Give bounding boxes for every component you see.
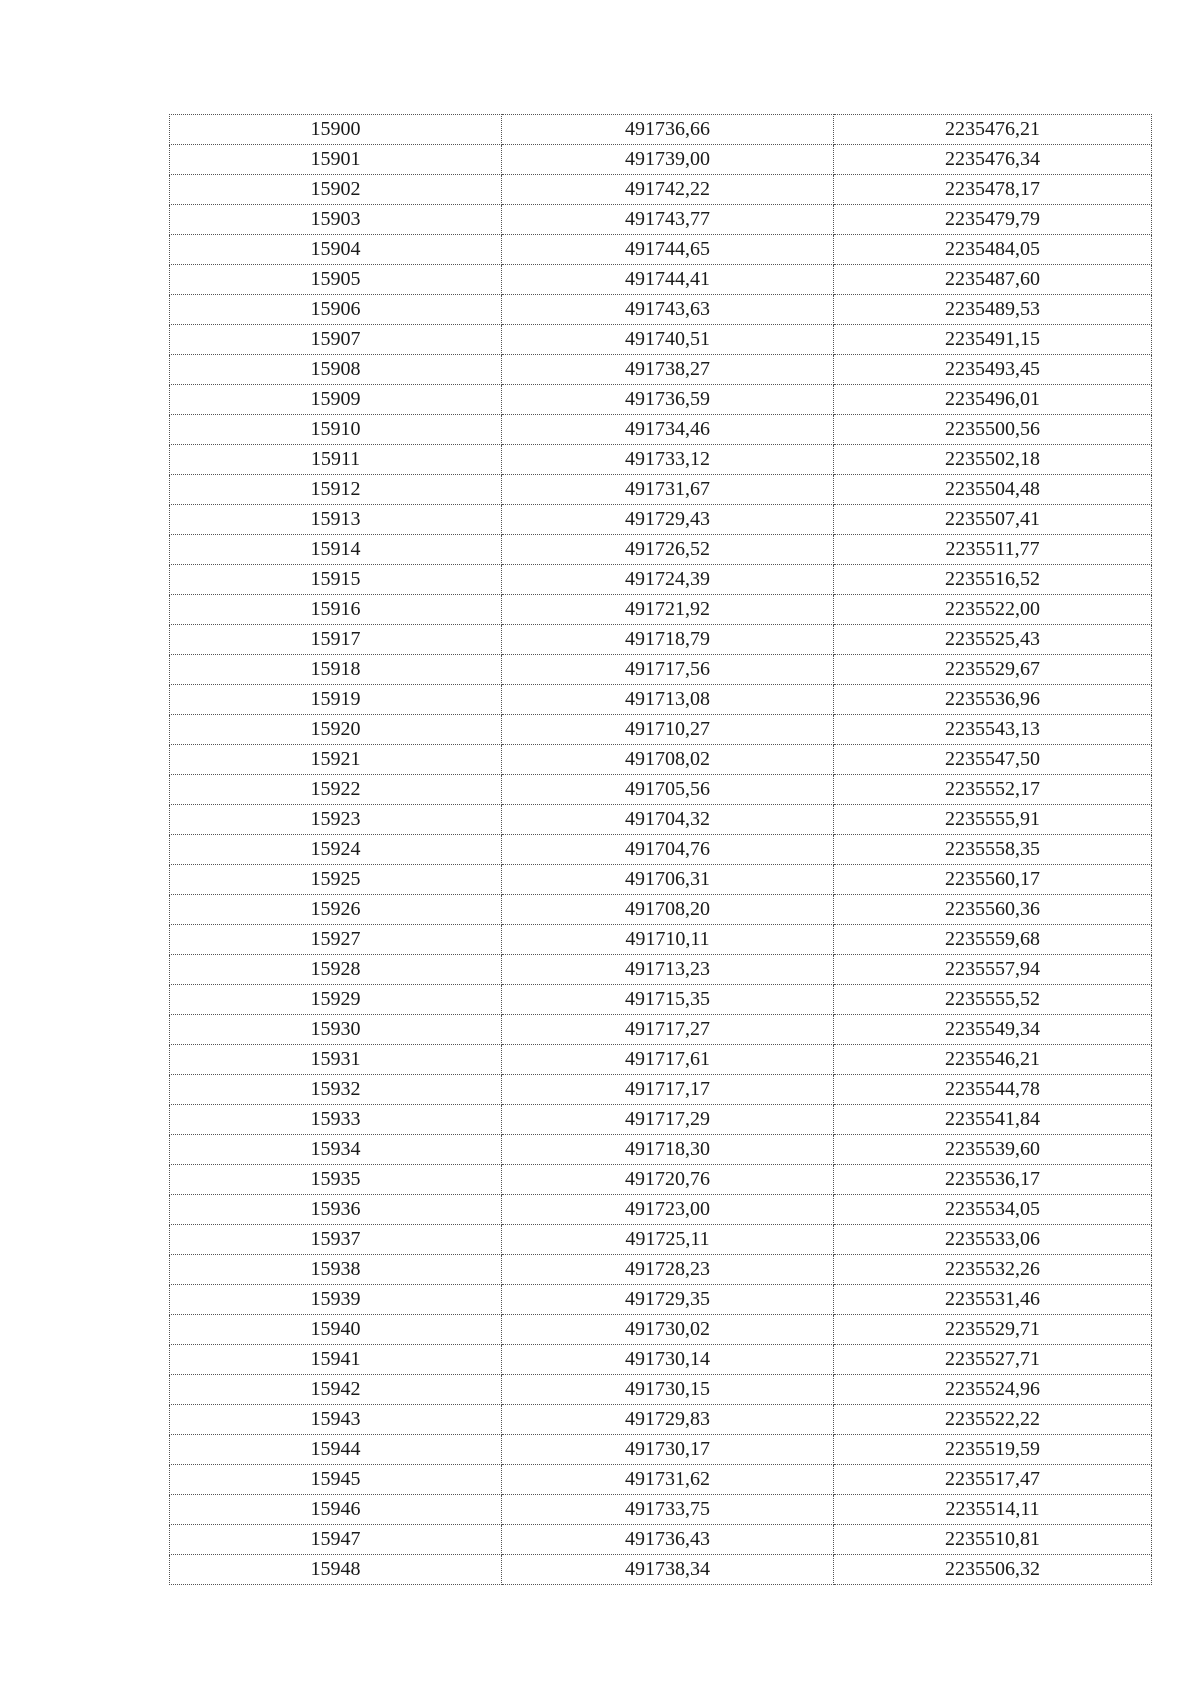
point-number-cell: 15902 [170,175,502,205]
point-number-cell: 15913 [170,505,502,535]
y-coordinate-cell: 2235536,96 [834,685,1152,715]
x-coordinate-cell: 491717,17 [502,1075,834,1105]
y-coordinate-cell: 2235489,53 [834,295,1152,325]
table-row [170,565,1152,595]
y-coordinate-cell: 2235478,17 [834,175,1152,205]
table-row [170,1045,1152,1075]
x-coordinate-cell: 491723,00 [502,1195,834,1225]
point-number-cell: 15933 [170,1105,502,1135]
table-row [170,535,1152,565]
y-coordinate-cell: 2235544,78 [834,1075,1152,1105]
table-row [170,1195,1152,1225]
y-coordinate-cell: 2235557,94 [834,955,1152,985]
y-coordinate-cell: 2235534,05 [834,1195,1152,1225]
table-row [170,655,1152,685]
table-row [170,1405,1152,1435]
y-coordinate-cell: 2235547,50 [834,745,1152,775]
point-number-cell: 15945 [170,1465,502,1495]
y-coordinate-cell: 2235507,41 [834,505,1152,535]
point-number-cell: 15909 [170,385,502,415]
point-number-cell: 15927 [170,925,502,955]
table-row [170,355,1152,385]
x-coordinate-cell: 491706,31 [502,865,834,895]
point-number-cell: 15940 [170,1315,502,1345]
x-coordinate-cell: 491734,46 [502,415,834,445]
y-coordinate-cell: 2235524,96 [834,1375,1152,1405]
point-number-cell: 15929 [170,985,502,1015]
x-coordinate-cell: 491740,51 [502,325,834,355]
y-coordinate-cell: 2235527,71 [834,1345,1152,1375]
table-row [170,505,1152,535]
y-coordinate-cell: 2235510,81 [834,1525,1152,1555]
x-coordinate-cell: 491705,56 [502,775,834,805]
table-row [170,985,1152,1015]
y-coordinate-cell: 2235506,32 [834,1555,1152,1585]
x-coordinate-cell: 491730,02 [502,1315,834,1345]
table-row [170,865,1152,895]
coordinates-table-body [170,115,1152,1585]
table-row [170,445,1152,475]
point-number-cell: 15923 [170,805,502,835]
table-row [170,955,1152,985]
x-coordinate-cell: 491738,34 [502,1555,834,1585]
y-coordinate-cell: 2235476,34 [834,145,1152,175]
point-number-cell: 15939 [170,1285,502,1315]
point-number-cell: 15910 [170,415,502,445]
y-coordinate-cell: 2235552,17 [834,775,1152,805]
y-coordinate-cell: 2235549,34 [834,1015,1152,1045]
x-coordinate-cell: 491718,79 [502,625,834,655]
y-coordinate-cell: 2235536,17 [834,1165,1152,1195]
x-coordinate-cell: 491717,27 [502,1015,834,1045]
point-number-cell: 15911 [170,445,502,475]
table-row [170,205,1152,235]
x-coordinate-cell: 491721,92 [502,595,834,625]
table-row [170,1075,1152,1105]
y-coordinate-cell: 2235516,52 [834,565,1152,595]
y-coordinate-cell: 2235543,13 [834,715,1152,745]
x-coordinate-cell: 491726,52 [502,535,834,565]
point-number-cell: 15922 [170,775,502,805]
y-coordinate-cell: 2235487,60 [834,265,1152,295]
table-row [170,1165,1152,1195]
y-coordinate-cell: 2235491,15 [834,325,1152,355]
point-number-cell: 15912 [170,475,502,505]
y-coordinate-cell: 2235502,18 [834,445,1152,475]
y-coordinate-cell: 2235529,67 [834,655,1152,685]
y-coordinate-cell: 2235531,46 [834,1285,1152,1315]
x-coordinate-cell: 491739,00 [502,145,834,175]
y-coordinate-cell: 2235555,91 [834,805,1152,835]
x-coordinate-cell: 491731,67 [502,475,834,505]
x-coordinate-cell: 491713,08 [502,685,834,715]
y-coordinate-cell: 2235555,52 [834,985,1152,1015]
point-number-cell: 15900 [170,115,502,145]
x-coordinate-cell: 491729,43 [502,505,834,535]
point-number-cell: 15942 [170,1375,502,1405]
x-coordinate-cell: 491736,59 [502,385,834,415]
point-number-cell: 15924 [170,835,502,865]
x-coordinate-cell: 491717,56 [502,655,834,685]
point-number-cell: 15905 [170,265,502,295]
x-coordinate-cell: 491715,35 [502,985,834,1015]
point-number-cell: 15943 [170,1405,502,1435]
table-row [170,835,1152,865]
y-coordinate-cell: 2235546,21 [834,1045,1152,1075]
x-coordinate-cell: 491743,63 [502,295,834,325]
y-coordinate-cell: 2235511,77 [834,535,1152,565]
table-row [170,145,1152,175]
y-coordinate-cell: 2235522,00 [834,595,1152,625]
x-coordinate-cell: 491744,65 [502,235,834,265]
x-coordinate-cell: 491729,35 [502,1285,834,1315]
point-number-cell: 15930 [170,1015,502,1045]
table-row [170,1225,1152,1255]
x-coordinate-cell: 491733,75 [502,1495,834,1525]
table-row [170,1465,1152,1495]
table-row [170,325,1152,355]
point-number-cell: 15903 [170,205,502,235]
table-row [170,175,1152,205]
y-coordinate-cell: 2235559,68 [834,925,1152,955]
y-coordinate-cell: 2235476,21 [834,115,1152,145]
point-number-cell: 15941 [170,1345,502,1375]
y-coordinate-cell: 2235558,35 [834,835,1152,865]
y-coordinate-cell: 2235532,26 [834,1255,1152,1285]
point-number-cell: 15936 [170,1195,502,1225]
point-number-cell: 15917 [170,625,502,655]
point-number-cell: 15920 [170,715,502,745]
point-number-cell: 15926 [170,895,502,925]
table-row [170,1435,1152,1465]
x-coordinate-cell: 491717,29 [502,1105,834,1135]
y-coordinate-cell: 2235479,79 [834,205,1152,235]
x-coordinate-cell: 491733,12 [502,445,834,475]
table-row [170,475,1152,505]
y-coordinate-cell: 2235500,56 [834,415,1152,445]
table-row [170,1375,1152,1405]
x-coordinate-cell: 491729,83 [502,1405,834,1435]
y-coordinate-cell: 2235522,22 [834,1405,1152,1435]
point-number-cell: 15944 [170,1435,502,1465]
point-number-cell: 15916 [170,595,502,625]
point-number-cell: 15935 [170,1165,502,1195]
y-coordinate-cell: 2235560,36 [834,895,1152,925]
table-row [170,265,1152,295]
point-number-cell: 15904 [170,235,502,265]
point-number-cell: 15901 [170,145,502,175]
point-number-cell: 15931 [170,1045,502,1075]
point-number-cell: 15908 [170,355,502,385]
table-row [170,1315,1152,1345]
x-coordinate-cell: 491738,27 [502,355,834,385]
x-coordinate-cell: 491736,66 [502,115,834,145]
table-row [170,385,1152,415]
y-coordinate-cell: 2235504,48 [834,475,1152,505]
point-number-cell: 15934 [170,1135,502,1165]
y-coordinate-cell: 2235493,45 [834,355,1152,385]
table-row [170,235,1152,265]
table-row [170,775,1152,805]
x-coordinate-cell: 491730,17 [502,1435,834,1465]
y-coordinate-cell: 2235519,59 [834,1435,1152,1465]
x-coordinate-cell: 491730,14 [502,1345,834,1375]
coordinates-table [169,114,1152,1585]
x-coordinate-cell: 491730,15 [502,1375,834,1405]
x-coordinate-cell: 491736,43 [502,1525,834,1555]
table-row [170,295,1152,325]
x-coordinate-cell: 491742,22 [502,175,834,205]
x-coordinate-cell: 491710,27 [502,715,834,745]
x-coordinate-cell: 491744,41 [502,265,834,295]
table-row [170,595,1152,625]
x-coordinate-cell: 491725,11 [502,1225,834,1255]
point-number-cell: 15921 [170,745,502,775]
y-coordinate-cell: 2235496,01 [834,385,1152,415]
y-coordinate-cell: 2235484,05 [834,235,1152,265]
point-number-cell: 15914 [170,535,502,565]
x-coordinate-cell: 491743,77 [502,205,834,235]
table-row [170,685,1152,715]
point-number-cell: 15919 [170,685,502,715]
table-row [170,1345,1152,1375]
table-row [170,1105,1152,1135]
point-number-cell: 15915 [170,565,502,595]
y-coordinate-cell: 2235560,17 [834,865,1152,895]
table-row [170,745,1152,775]
y-coordinate-cell: 2235533,06 [834,1225,1152,1255]
point-number-cell: 15928 [170,955,502,985]
point-number-cell: 15948 [170,1555,502,1585]
y-coordinate-cell: 2235529,71 [834,1315,1152,1345]
point-number-cell: 15946 [170,1495,502,1525]
point-number-cell: 15925 [170,865,502,895]
table-row [170,895,1152,925]
x-coordinate-cell: 491708,20 [502,895,834,925]
table-row [170,1495,1152,1525]
table-row [170,415,1152,445]
point-number-cell: 15947 [170,1525,502,1555]
table-row [170,115,1152,145]
table-row [170,1525,1152,1555]
x-coordinate-cell: 491704,76 [502,835,834,865]
point-number-cell: 15932 [170,1075,502,1105]
x-coordinate-cell: 491704,32 [502,805,834,835]
point-number-cell: 15906 [170,295,502,325]
table-row [170,1015,1152,1045]
point-number-cell: 15938 [170,1255,502,1285]
point-number-cell: 15918 [170,655,502,685]
point-number-cell: 15937 [170,1225,502,1255]
table-row [170,625,1152,655]
x-coordinate-cell: 491717,61 [502,1045,834,1075]
table-row [170,1135,1152,1165]
table-row [170,1255,1152,1285]
y-coordinate-cell: 2235525,43 [834,625,1152,655]
table-row [170,1285,1152,1315]
x-coordinate-cell: 491718,30 [502,1135,834,1165]
table-row [170,805,1152,835]
table-row [170,925,1152,955]
x-coordinate-cell: 491728,23 [502,1255,834,1285]
point-number-cell: 15907 [170,325,502,355]
x-coordinate-cell: 491713,23 [502,955,834,985]
x-coordinate-cell: 491710,11 [502,925,834,955]
table-row [170,715,1152,745]
y-coordinate-cell: 2235514,11 [834,1495,1152,1525]
y-coordinate-cell: 2235517,47 [834,1465,1152,1495]
x-coordinate-cell: 491724,39 [502,565,834,595]
y-coordinate-cell: 2235539,60 [834,1135,1152,1165]
x-coordinate-cell: 491720,76 [502,1165,834,1195]
table-row [170,1555,1152,1585]
x-coordinate-cell: 491708,02 [502,745,834,775]
y-coordinate-cell: 2235541,84 [834,1105,1152,1135]
x-coordinate-cell: 491731,62 [502,1465,834,1495]
